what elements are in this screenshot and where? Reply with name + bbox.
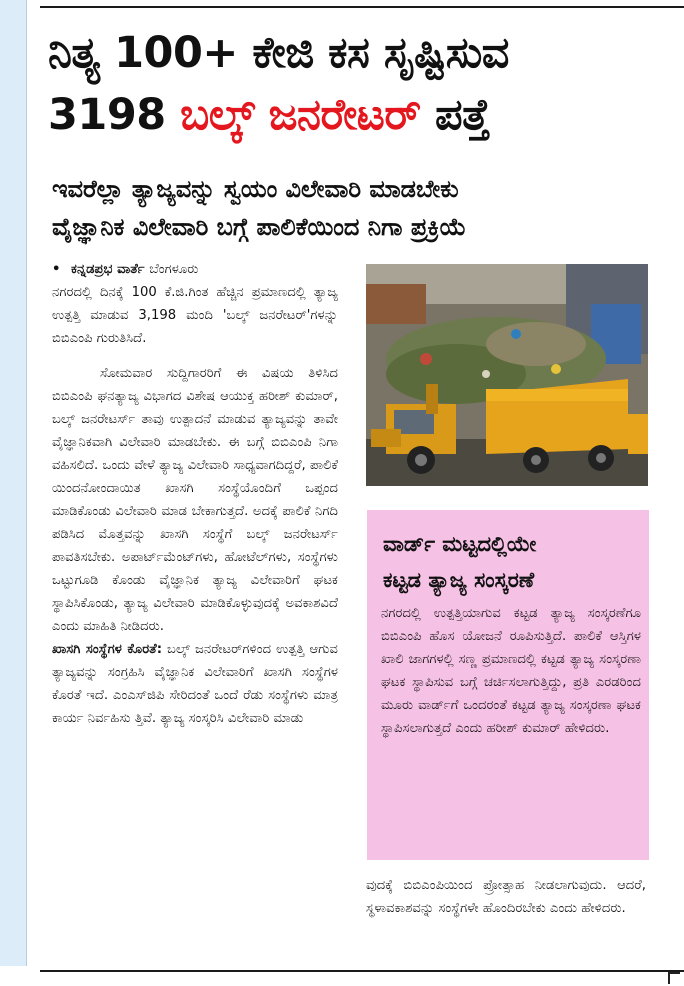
- headline-line-2: [48, 84, 680, 146]
- headline: [48, 22, 680, 146]
- sidebar-box-title-line-1: ವಾರ್ಡ್ ಮಟ್ಟದಲ್ಲಿಯೇ: [383, 532, 537, 556]
- sidebar-box-title: [383, 526, 645, 598]
- byline-city: ಬೆಂಗಳೂರು: [149, 262, 199, 277]
- sidebar-box: [367, 510, 649, 860]
- subheadline-line-1: ಇವರೆಲ್ಲಾ ತ್ಯಾಜ್ಯವನ್ನು ಸ್ವಯಂ ವಿಲೇವಾರಿ ಮಾಡಬೇಕು: [52, 175, 459, 203]
- byline-bullet: •: [52, 262, 61, 277]
- left-margin-strip: [0, 0, 27, 966]
- headline-line-1: ನಿತ್ಯ 100+ ಕೇಜಿ ಕಸ ಸೃಷ್ಟಿಸುವ: [48, 28, 509, 78]
- sidebar-box-body: ನಗರದಲ್ಲಿ ಉತ್ಪತ್ತಿಯಾಗುವ ಕಟ್ಟಡ ತ್ಯಾಜ್ಯ ಸಂಸ್ಕರಣೆಗೂ ಬಿಬಿಎಂಪಿ ಹೊಸ ಯೋಜನೆ ರೂಪಿಸುತ್ತಿದೆ. ಪಾಲಿಕೆ ಆಸ್ತಿಗಳ ಖಾಲಿ ಜಾಗಗಳಲ್ಲಿ ಸಣ್ಣ ಪ್ರಮಾಣದಲ್ಲಿ ಕಟ್ಟಡ ತ್ಯಾಜ್ಯ ಸಂಸ್ಕರಣಾ ಘಟಕ ಸ್ಥಾಪಿಸುವ ಬಗ್ಗೆ ಚರ್ಚಿಸಲಾಗುತ್ತಿದ್ದು, ಪ್ರತಿ ಎರಡರಿಂದ ಮೂರು ವಾರ್ಡ್‌ಗೆ ಒಂದರಂತೆ ಕಟ್ಟಡ ತ್ಯಾಜ್ಯ ಸಂಸ್ಕರಣಾ ಘಟಕ ಸ್ಥಾಪಿಸಲಾಗುತ್ತದೆ ಎಂದು ಹರೀಶ್ ಕುಮಾರ್ ಹೇಳಿದರು.: [381, 606, 641, 736]
- sidebar-box-title-line-2: ಕಟ್ಟಡ ತ್ಯಾಜ್ಯ ಸಂಸ್ಕರಣೆ: [383, 568, 535, 592]
- headline-red-text: ಬಲ್ಕ್ ಜನರೇಟರ್: [180, 90, 421, 140]
- article-paragraph-3-text: ಬಲ್ಕ್ ಜನರೇಟರ್‌ಗಳಿಂದ ಉತ್ಪತ್ತಿ ಆಗುವ ತ್ಯಾಜ್ಯವನ್ನು ಸಂಗ್ರಹಿಸಿ ವೈಜ್ಞಾನಿಕ ವಿಲೇವಾರಿಗೆ ಖಾಸಗಿ ಸಂಸ್ಥೆಗಳ ಕೊರತೆ ಇದೆ. ಎಂಎಸ್‌ಜಿಪಿ ಸೇರಿದಂತೆ ಒಂದೆ ರೆಡು ಸಂಸ್ಥೆಗಳು ಮಾತ್ರ ಕಾರ್ಯ ನಿರ್ವಹಿಸು ತ್ತಿವೆ. ತ್ಯಾಜ್ಯ ಸಂಸ್ಕರಿಸಿ ವಿಲೇವಾರಿ ಮಾಡು: [52, 642, 338, 726]
- article-paragraph-1: ನಗರದಲ್ಲಿ ದಿನಕ್ಕೆ 100 ಕೆ.ಜಿ.ಗಿಂತ ಹೆಚ್ಚಿನ ಪ್ರಮಾಣದಲ್ಲಿ ತ್ಯಾಜ್ಯ ಉತ್ಪತ್ತಿ ಮಾಡುವ 3,198 ಮಂದಿ 'ಬಲ್ಕ್ ಜನರೇಟರ್'ಗಳನ್ನು ಬಿಬಿಎಂಪಿ ಗುರುತಿಸಿದೆ.: [52, 285, 338, 346]
- corner-mark: [668, 972, 680, 984]
- subheadline-line-2: ವೈಜ್ಞಾನಿಕ ವಿಲೇವಾರಿ ಬಗ್ಗೆ ಪಾಲಿಕೆಯಿಂದ ನಿಗಾ ಪ್ರಕ್ರಿಯೆ: [52, 213, 467, 241]
- top-rule: [40, 6, 684, 8]
- subsection-lead: ಖಾಸಗಿ ಸಂಸ್ಥೆಗಳ ಕೊರತೆ:: [52, 642, 162, 657]
- article-paragraph-3: [52, 638, 338, 730]
- bottom-rule: [40, 970, 684, 972]
- article-paragraph-2: ಸೋಮವಾರ ಸುದ್ದಿಗಾರರಿಗೆ ಈ ವಿಷಯ ತಿಳಿಸಿದ ಬಿಬಿಎಂಪಿ ಘನತ್ಯಾಜ್ಯ ವಿಭಾಗದ ವಿಶೇಷ ಆಯುಕ್ತ ಹರೀಶ್ ಕುಮಾರ್, ಬಲ್ಕ್ ಜನರೇಟರ್ಸ್ ತಾವು ಉತ್ಪಾದನೆ ಮಾಡುವ ತ್ಯಾಜ್ಯವನ್ನು ತಾವೇ ವೈಜ್ಞಾನಿಕವಾಗಿ ವಿಲೇವಾರಿ ಮಾಡಬೇಕು. ಈ ಬಗ್ಗೆ ಬಿಬಿಎಂಪಿ ನಿಗಾ ವಹಿಸಲಿದೆ. ಒಂದು ವೇಳೆ ತ್ಯಾಜ್ಯ ವಿಲೇವಾರಿ ಸಾಧ್ಯವಾಗದಿದ್ದರೆ, ಪಾಲಿಕೆ ಯಿಂದನೋಂದಾಯಿತ ಖಾಸಗಿ ಸಂಸ್ಥೆಯೊಂದಿಗೆ ಒಪ್ಪಂದ ಮಾಡಿಕೊಂಡು ವಿಲೇವಾರಿ ಮಾಡ ಬೇಕಾಗುತ್ತದೆ. ಅದಕ್ಕೆ ಪಾಲಿಕೆ ನಿಗದಿ ಪಡಿಸಿದ ಮೊತ್ತವನ್ನು ಖಾಸಗಿ ಸಂಸ್ಥೆಗೆ ಬಲ್ಕ್ ಜನರೇಟರ್ಸ್ ಪಾವತಿಸಬೇಕು. ಅಪಾರ್ಟ್‌ಮೆಂಟ್‌ಗಳು, ಹೋಟೆಲ್‌ಗಳು, ಸಂಸ್ಥೆಗಳು ಒಟ್ಟುಗೂಡಿ ಕೊಂಡು ವೈಜ್ಞಾನಿಕ ತ್ಯಾಜ್ಯ ವಿಲೇವಾರಿಗೆ ಘಟಕ ಸ್ಥಾಪಿಸಿಕೊಂಡು, ತ್ಯಾಜ್ಯ ವಿಲೇವಾರಿ ಮಾಡಿಕೊಳ್ಳುವುದಕ್ಕೆ ಅವಕಾಶವಿದೆ ಎಂದು ಮಾಹಿತಿ ನೀಡಿದರು.: [52, 366, 338, 634]
- subheadline: [52, 170, 677, 246]
- article-column-left: [52, 258, 338, 730]
- article-continued-text: ವುದಕ್ಕೆ ಬಿಬಿಎಂಪಿಯಿಂದ ಪ್ರೋತ್ಸಾಹ ನೀಡಲಾಗುವುದು. ಆದರೆ, ಸ್ಥಳಾವಕಾಶವನ್ನು ಸಂಸ್ಥೆಗಳೇ ಹೊಂದಿರಬೇಕು ಎಂದು ಹೇಳಿದರು.: [366, 878, 646, 916]
- byline: [52, 258, 338, 281]
- garbage-truck-photo: [366, 264, 648, 486]
- article-continued: [366, 874, 646, 920]
- headline-end: ಪತ್ತೆ: [435, 90, 490, 140]
- photo-illustration: [366, 264, 648, 486]
- byline-source: ಕನ್ನಡಪ್ರಭ ವಾರ್ತೆ: [71, 262, 145, 277]
- headline-number: 3198: [48, 90, 166, 140]
